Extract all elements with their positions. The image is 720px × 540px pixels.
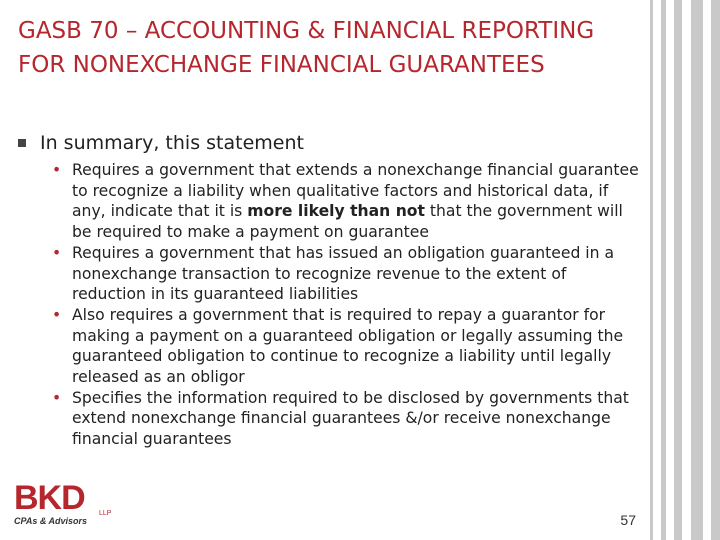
sub-bullet-text: Specifies the information required to be disclosed by governments that extend nonexchange financial guarantees &/or receive nonexchange financial guarantees — [72, 388, 629, 449]
vertical-bar — [711, 0, 720, 540]
vertical-bar — [650, 0, 653, 540]
square-bullet-icon — [18, 139, 26, 147]
sub-bullet-item — [52, 305, 642, 388]
logo-wordmark: BKD — [14, 479, 85, 517]
sub-bullet-bold-text: more likely than not — [247, 202, 425, 221]
bullet-dot-icon: • — [52, 161, 62, 179]
sub-bullet-list — [52, 160, 642, 450]
bullet-dot-icon: • — [52, 388, 62, 407]
logo-tagline: CPAs & Advisors — [14, 516, 88, 526]
bullet-dot-icon: • — [52, 305, 62, 324]
sub-bullet-text: Also requires a government that is required to repay a guarantor for making a payment on a guaranteed obligation or legally assuming the guaranteed obligation to continue to recognize a liability until legally released as an obligor — [72, 305, 624, 387]
bullet-dot-icon: • — [52, 243, 62, 262]
vertical-bar — [674, 0, 682, 540]
sub-bullet-item — [52, 388, 642, 450]
sub-bullet-text: Requires a government that has issued an obligation guaranteed in a nonexchange transaction to recognize revenue to the extent of reduction in its guaranteed liabilities — [72, 243, 615, 304]
main-bullet — [18, 130, 628, 156]
page-number: 57 — [620, 512, 636, 528]
vertical-bar — [661, 0, 666, 540]
logo-llp: LLP — [99, 510, 112, 517]
sub-bullet-text-tail: that the government will be required to make a payment on guarantee — [72, 202, 623, 242]
sub-bullet-item — [52, 243, 642, 305]
decorative-vertical-bars — [650, 0, 720, 540]
slide-title: GASB 70 – ACCOUNTING & FINANCIAL REPORTING FOR NONEXCHANGE FINANCIAL GUARANTEES — [18, 18, 595, 78]
main-bullet-text: In summary, this statement — [40, 132, 304, 154]
vertical-bar — [691, 0, 703, 540]
sub-bullet-text: Requires a government that extends a nonexchange financial guarantee to recognize a liability when qualitative factors and historical data, if any, indicate that it is — [72, 161, 639, 221]
bkd-logo — [14, 479, 114, 528]
sub-bullet-item — [52, 160, 642, 243]
